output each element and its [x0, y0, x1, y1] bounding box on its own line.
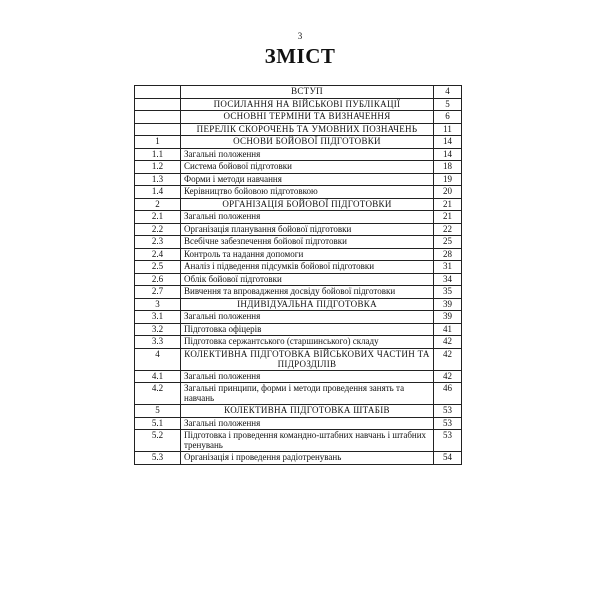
- toc-title: Підготовка офіцерів: [181, 323, 434, 336]
- toc-page: 4: [434, 86, 462, 99]
- toc-title: ВСТУП: [181, 86, 434, 99]
- toc-page: 53: [434, 430, 462, 452]
- toc-title: Загальні положення: [181, 417, 434, 430]
- toc-row: [135, 298, 462, 311]
- toc-number: 3.2: [135, 323, 181, 336]
- toc-page: 11: [434, 123, 462, 136]
- toc-number: 1.1: [135, 148, 181, 161]
- toc-page: 46: [434, 383, 462, 405]
- toc-number: 2.7: [135, 286, 181, 299]
- toc-page: 5: [434, 98, 462, 111]
- toc-number: 1.2: [135, 161, 181, 174]
- toc-number: 2.1: [135, 211, 181, 224]
- toc-number: 5.3: [135, 452, 181, 465]
- toc-page: 25: [434, 236, 462, 249]
- toc-number: 2.3: [135, 236, 181, 249]
- toc-row: [135, 248, 462, 261]
- toc-title: ОСНОВНІ ТЕРМІНИ ТА ВИЗНАЧЕННЯ: [181, 111, 434, 124]
- toc-row: [135, 452, 462, 465]
- toc-title: Облік бойової підготовки: [181, 273, 434, 286]
- toc-title: Керівництво бойовою підготовкою: [181, 186, 434, 199]
- toc-number: 2.2: [135, 223, 181, 236]
- toc-number: 2.6: [135, 273, 181, 286]
- toc-row: [135, 211, 462, 224]
- toc-number: [135, 98, 181, 111]
- toc-title: Організація планування бойової підготовки: [181, 223, 434, 236]
- toc-page: 54: [434, 452, 462, 465]
- toc-number: 1.3: [135, 173, 181, 186]
- toc-title: ПОСИЛАННЯ НА ВІЙСЬКОВІ ПУБЛІКАЦІЇ: [181, 98, 434, 111]
- toc-row: [135, 286, 462, 299]
- toc-number: 3.1: [135, 311, 181, 324]
- toc-title: Організація і проведення радіотренувань: [181, 452, 434, 465]
- toc-row: [135, 405, 462, 418]
- toc-title: Контроль та надання допомоги: [181, 248, 434, 261]
- toc-number: [135, 111, 181, 124]
- toc-row: [135, 417, 462, 430]
- toc-number: 4.2: [135, 383, 181, 405]
- toc-title: Вивчення та впровадження досвіду бойової підготовки: [181, 286, 434, 299]
- toc-page: 19: [434, 173, 462, 186]
- toc-row: [135, 323, 462, 336]
- toc-title: Всебічне забезпечення бойової підготовки: [181, 236, 434, 249]
- toc-row: [135, 273, 462, 286]
- toc-page: 41: [434, 323, 462, 336]
- toc-title: Система бойової підготовки: [181, 161, 434, 174]
- toc-page: 42: [434, 336, 462, 349]
- toc-row: [135, 223, 462, 236]
- toc-row: [135, 430, 462, 452]
- toc-page: 39: [434, 298, 462, 311]
- toc-number: 4.1: [135, 370, 181, 383]
- toc-row: [135, 383, 462, 405]
- toc-row: [135, 98, 462, 111]
- toc-page: 14: [434, 136, 462, 149]
- toc-number: 2.5: [135, 261, 181, 274]
- toc-row: [135, 348, 462, 370]
- table-of-contents: [134, 85, 462, 465]
- toc-number: 1: [135, 136, 181, 149]
- toc-row: [135, 336, 462, 349]
- toc-title: Аналіз і підведення підсумків бойової підготовки: [181, 261, 434, 274]
- toc-row: [135, 311, 462, 324]
- page-title: ЗМІСТ: [264, 44, 336, 68]
- toc-number: 5: [135, 405, 181, 418]
- toc-title: ІНДИВІДУАЛЬНА ПІДГОТОВКА: [181, 298, 434, 311]
- toc-number: 4: [135, 348, 181, 370]
- toc-page: 35: [434, 286, 462, 299]
- toc-row: [135, 123, 462, 136]
- toc-page: 20: [434, 186, 462, 199]
- toc-number: 5.1: [135, 417, 181, 430]
- toc-page: 18: [434, 161, 462, 174]
- toc-row: [135, 186, 462, 199]
- toc-number: 2: [135, 198, 181, 211]
- toc-page: 6: [434, 111, 462, 124]
- toc-page: 39: [434, 311, 462, 324]
- toc-title: ОРГАНІЗАЦІЯ БОЙОВОЇ ПІДГОТОВКИ: [181, 198, 434, 211]
- toc-title: Форми і методи навчання: [181, 173, 434, 186]
- toc-page: 31: [434, 261, 462, 274]
- toc-row: [135, 236, 462, 249]
- toc-page: 22: [434, 223, 462, 236]
- toc-title: Загальні положення: [181, 311, 434, 324]
- toc-page: 42: [434, 370, 462, 383]
- page-number: 3: [297, 31, 303, 41]
- toc-number: 1.4: [135, 186, 181, 199]
- toc-row: [135, 86, 462, 99]
- toc-row: [135, 173, 462, 186]
- toc-number: 3: [135, 298, 181, 311]
- toc-number: 2.4: [135, 248, 181, 261]
- toc-page: 14: [434, 148, 462, 161]
- toc-page: 53: [434, 417, 462, 430]
- toc-number: [135, 86, 181, 99]
- toc-title: Загальні принципи, форми і методи проведення занять та навчань: [181, 383, 434, 405]
- toc-row: [135, 148, 462, 161]
- toc-number: 3.3: [135, 336, 181, 349]
- toc-row: [135, 261, 462, 274]
- toc-page: 53: [434, 405, 462, 418]
- toc-title: КОЛЕКТИВНА ПІДГОТОВКА ВІЙСЬКОВИХ ЧАСТИН ТА ПІДРОЗДІЛІВ: [181, 348, 434, 370]
- toc-row: [135, 198, 462, 211]
- toc-page: 34: [434, 273, 462, 286]
- toc-title: Загальні положення: [181, 370, 434, 383]
- toc-row: [135, 136, 462, 149]
- toc-page: 21: [434, 211, 462, 224]
- toc-row: [135, 161, 462, 174]
- toc-title: ПЕРЕЛІК СКОРОЧЕНЬ ТА УМОВНИХ ПОЗНАЧЕНЬ: [181, 123, 434, 136]
- toc-number: [135, 123, 181, 136]
- toc-row: [135, 111, 462, 124]
- toc-title: КОЛЕКТИВНА ПІДГОТОВКА ШТАБІВ: [181, 405, 434, 418]
- toc-title: Підготовка і проведення командно-штабних навчань і штабних тренувань: [181, 430, 434, 452]
- toc-page: 42: [434, 348, 462, 370]
- toc-page: 21: [434, 198, 462, 211]
- toc-row: [135, 370, 462, 383]
- toc-number: 5.2: [135, 430, 181, 452]
- toc-page: 28: [434, 248, 462, 261]
- toc-title: Загальні положення: [181, 211, 434, 224]
- toc-title: Підготовка сержантського (старшинського) складу: [181, 336, 434, 349]
- toc-title: ОСНОВИ БОЙОВОЇ ПІДГОТОВКИ: [181, 136, 434, 149]
- toc-title: Загальні положення: [181, 148, 434, 161]
